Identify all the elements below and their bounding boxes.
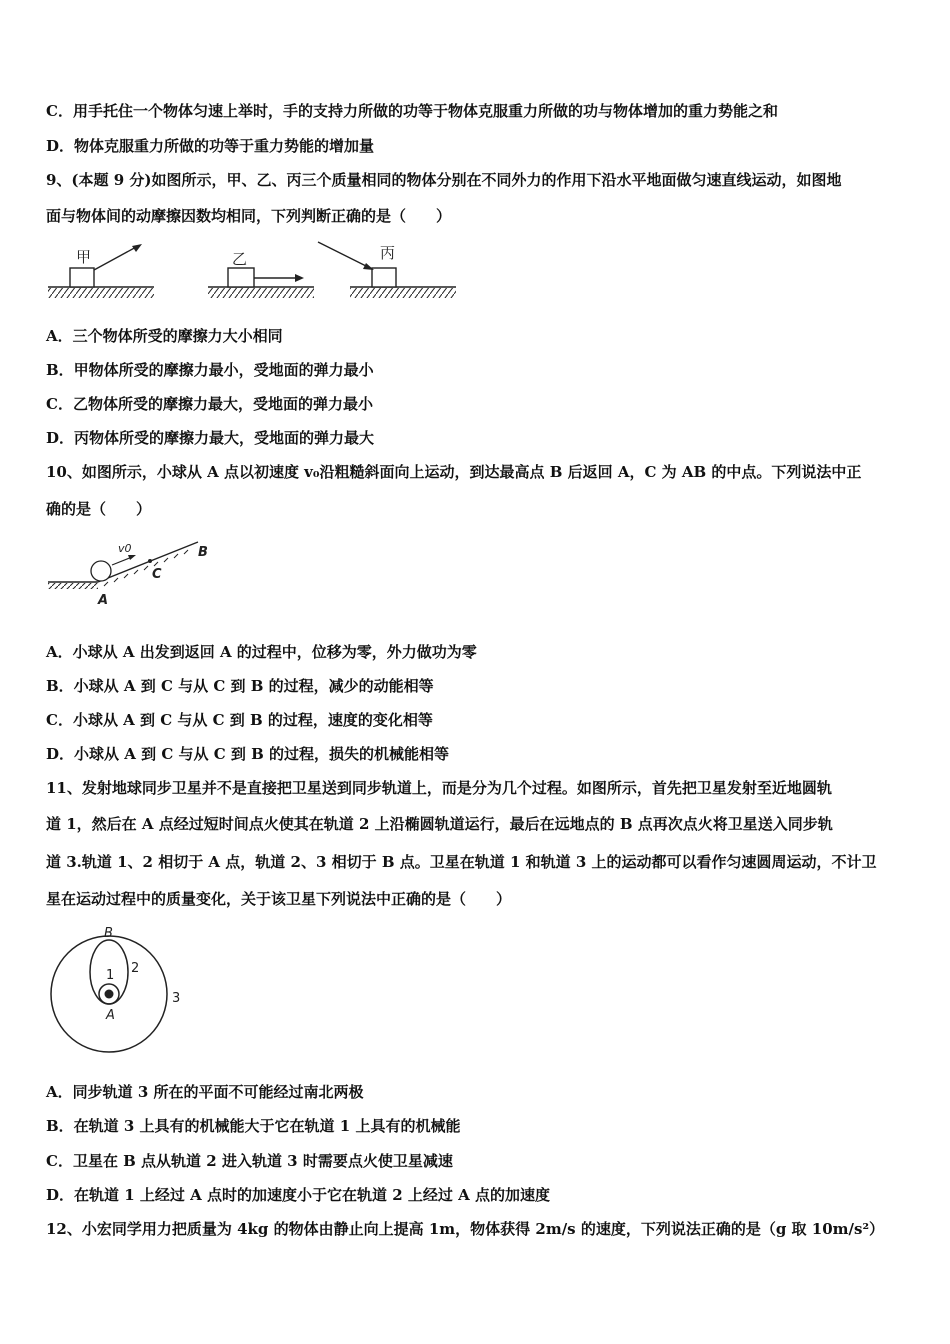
q11-stem-line3: 道 3.轨道 1、2 相切于 A 点，轨道 2、3 相切于 B 点。卫星在轨道 1 和轨道 3 上的运动都可以看作匀速圆周运动，不计卫 xyxy=(46,853,877,871)
q10-option-c: C．小球从 A 到 C 与从 C 到 B 的过程，速度的变化相等 xyxy=(46,711,433,729)
q11-label-3: 3 xyxy=(172,991,181,1006)
q11-option-d: D．在轨道 1 上经过 A 点时的加速度小于它在轨道 2 上经过 A 点的加速度 xyxy=(46,1186,550,1204)
q12-stem-line1: 12、小宏同学用力把质量为 4kg 的物体由静止向上提高 1m，物体获得 2m/s 的速度，下列说法正确的是（g 取 10m/s²） xyxy=(46,1220,885,1238)
q10-stem-line2: 确的是（ ） xyxy=(46,500,152,518)
q9-stem-line2: 面与物体间的动摩擦因数均相同，下列判断正确的是（ ） xyxy=(46,207,452,225)
q9-fig-block-yi xyxy=(208,250,314,298)
q11-option-a: A．同步轨道 3 所在的平面不可能经过南北两极 xyxy=(46,1083,364,1101)
q9-option-d: D．丙物体所受的摩擦力最大，受地面的弹力最大 xyxy=(46,429,375,447)
q8-option-d: D．物体克服重力所做的功等于重力势能的增加量 xyxy=(46,137,375,155)
q11-stem-line1: 11、发射地球同步卫星并不是直接把卫星送到同步轨道上，而是分为几个过程。如图所示，首先把卫星发射至近地圆轨 xyxy=(46,779,832,797)
q10-figure xyxy=(46,538,226,610)
q11-option-b: B．在轨道 3 上具有的机械能大于它在轨道 1 上具有的机械能 xyxy=(46,1117,461,1135)
q10-label-c: C xyxy=(152,567,162,582)
q9-figure xyxy=(46,238,466,308)
q11-figure xyxy=(46,922,196,1057)
q9-option-b: B．甲物体所受的摩擦力最小，受地面的弹力最小 xyxy=(46,361,374,379)
q11-label-b: B xyxy=(104,926,113,941)
q9-option-c: C．乙物体所受的摩擦力最大，受地面的弹力最小 xyxy=(46,395,373,413)
q9-label-jia: 甲 xyxy=(76,248,92,266)
q9-fig-block-bing xyxy=(318,242,456,298)
q10-label-a: A xyxy=(98,593,109,608)
q10-option-b: B．小球从 A 到 C 与从 C 到 B 的过程，减少的动能相等 xyxy=(46,677,434,695)
q11-label-1: 1 xyxy=(106,968,115,983)
q10-stem-line1: 10、如图所示，小球从 A 点以初速度 v₀沿粗糙斜面向上运动，到达最高点 B 后返回 A，C 为 AB 的中点。下列说法中正 xyxy=(46,463,862,481)
q11-option-c: C．卫星在 B 点从轨道 2 进入轨道 3 时需要点火使卫星减速 xyxy=(46,1152,453,1170)
q10-label-b: B xyxy=(198,545,208,560)
q11-label-a: A xyxy=(106,1008,115,1023)
q11-stem-line2: 道 1，然后在 A 点经过短时间点火使其在轨道 2 上沿椭圆轨道运行，最后在远地点的 B 点再次点火将卫星送入同步轨 xyxy=(46,815,833,833)
q11-stem-line4: 星在运动过程中的质量变化，关于该卫星下列说法中正确的是（ ） xyxy=(46,890,512,908)
q10-option-d: D．小球从 A 到 C 与从 C 到 B 的过程，损失的机械能相等 xyxy=(46,745,449,763)
q9-stem-line1: 9、(本题 9 分)如图所示，甲、乙、丙三个质量相同的物体分别在不同外力的作用下沿水平地面做匀速直线运动，如图地 xyxy=(46,171,842,189)
q8-option-c: C．用手托住一个物体匀速上举时，手的支持力所做的功等于物体克服重力所做的功与物体增加的重力势能之和 xyxy=(46,102,778,120)
q9-label-yi: 乙 xyxy=(232,250,248,268)
q11-earth xyxy=(105,990,114,999)
q10-option-a: A．小球从 A 出发到返回 A 的过程中，位移为零，外力做功为零 xyxy=(46,643,477,661)
q11-label-2: 2 xyxy=(131,961,140,976)
q9-fig-block-jia xyxy=(48,244,154,298)
q9-option-a: A．三个物体所受的摩擦力大小相同 xyxy=(46,327,283,345)
q10-label-v0: v0 xyxy=(118,542,132,555)
q9-label-bing: 丙 xyxy=(380,244,396,262)
